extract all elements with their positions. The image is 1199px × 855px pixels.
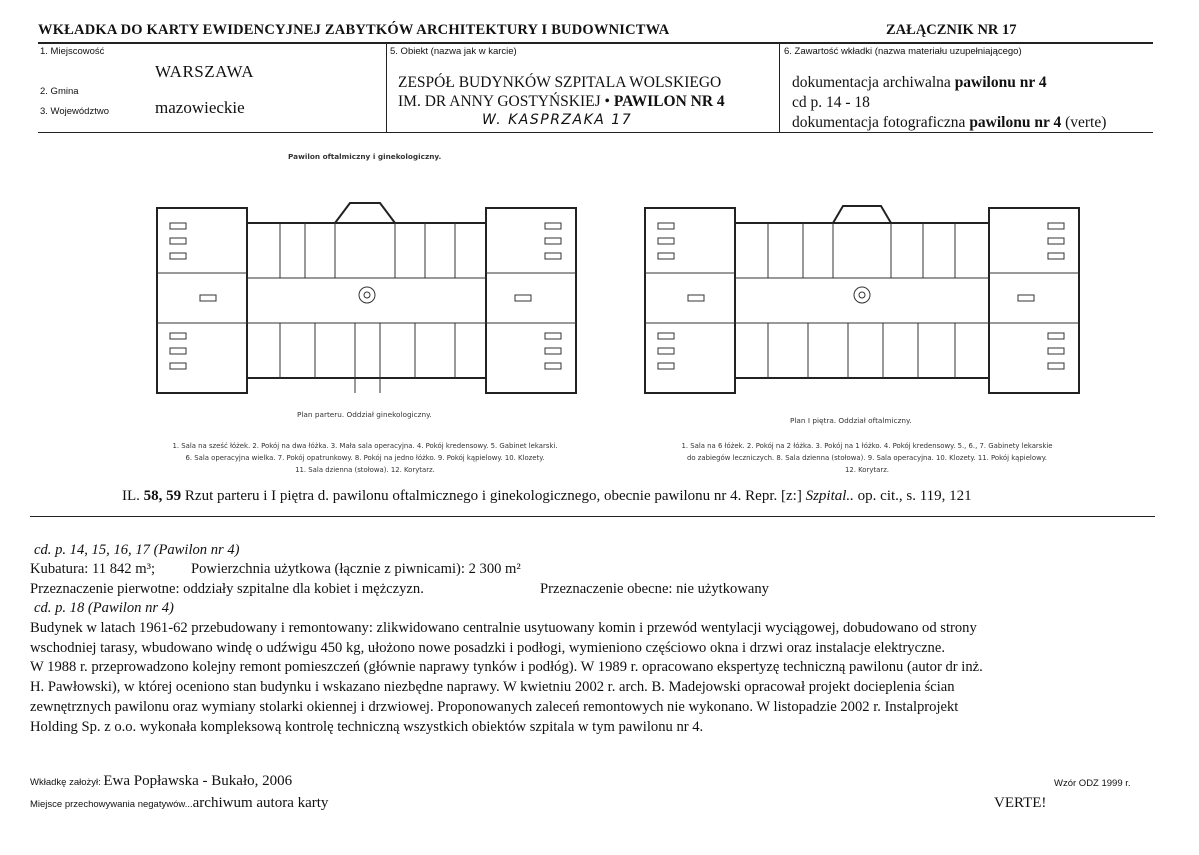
continuation-note-1: cd. p. 14, 15, 16, 17 (Pawilon nr 4) bbox=[34, 542, 240, 558]
first-floor-legend bbox=[622, 440, 1112, 476]
obiekt-name: IM. DR ANNY GOSTYŃSKIEJ • bbox=[398, 93, 614, 110]
wojewodztwo-label: 3. Województwo bbox=[40, 106, 109, 117]
caption-source-rest: op. cit., s. 119, 121 bbox=[853, 488, 972, 504]
zawartosc-bold: pawilonu nr 4 bbox=[969, 114, 1062, 131]
storage-label: Miejsce przechowywania negatywów... bbox=[30, 799, 193, 810]
body-line: zewnętrznych pawilonu oraz wymiany stolarki okiennej i drzwiowej. Proponowanych zaleceń remontowych nie wykonano. W listopadzie 2002 r. Instalprojekt bbox=[30, 698, 959, 715]
wojewodztwo-value: mazowieckie bbox=[155, 98, 245, 117]
form-title: WKŁADKA DO KARTY EWIDENCYJNEJ ZABYTKÓW ARCHITEKTURY I BUDOWNICTWA bbox=[38, 22, 670, 38]
przeznaczenie-pierwotne: Przeznaczenie pierwotne: oddziały szpitalne dla kobiet i mężczyzn. bbox=[30, 581, 424, 597]
author-value: Ewa Popławska - Bukało, 2006 bbox=[103, 773, 293, 789]
zawartosc-text: dokumentacja fotograficzna bbox=[792, 114, 970, 131]
plans-heading: Pawilon oftalmiczny i ginekologiczny. bbox=[288, 152, 442, 161]
zawartosc-text: dokumentacja archiwalna bbox=[792, 74, 955, 91]
caption-source: Szpital.. bbox=[805, 488, 854, 504]
pawilon-number: PAWILON NR 4 bbox=[613, 93, 725, 110]
miejscowosc-value: WARSZAWA bbox=[155, 62, 254, 81]
body-line: Holding Sp. z o.o. wykonała kompleksową kontrolę techniczną wszystkich obiektów szpitala w tym pawilonu nr 4. bbox=[30, 718, 704, 735]
caption-prefix: IL. bbox=[122, 488, 144, 504]
obiekt-line1: ZESPÓŁ BUDYNKÓW SZPITALA WOLSKIEGO bbox=[398, 74, 722, 91]
body-line: wschodniej tarasy, wbudowano windę o udźwigu 450 kg, ułożono nowe posadzki i podłogi, wymieniono częściowo okna i drzwi oraz instalacje elektryczne. bbox=[30, 639, 945, 656]
storage-line bbox=[30, 794, 328, 812]
author-label: Wkładkę założył: bbox=[30, 777, 104, 788]
illustration-caption bbox=[122, 488, 972, 505]
legend-line: 12. Korytarz. bbox=[844, 466, 889, 474]
field-divider bbox=[779, 44, 780, 132]
body-line: H. Pawłowski), w której oceniono stan budynku i wskazano niezbędne naprawy. W kwietniu 2002 r. arch. B. Madejowski opracował projekt docieplenia ścian bbox=[30, 679, 955, 696]
ground-floor-plan bbox=[155, 198, 578, 403]
author-line bbox=[30, 772, 292, 790]
field-divider bbox=[386, 44, 387, 132]
attachment-number: ZAŁĄCZNIK NR 17 bbox=[886, 22, 1017, 38]
przeznaczenie-obecne: Przeznaczenie obecne: nie użytkowany bbox=[540, 581, 769, 597]
verte-note: VERTE! bbox=[994, 795, 1047, 811]
body-paragraph bbox=[30, 619, 983, 737]
form-template: Wzór ODZ 1999 r. bbox=[1054, 778, 1131, 789]
legend-line: do zabiegów leczniczych. 8. Sala dzienna (stołowa). 9. Sala operacyjna. 10. Klozety. 11. Pokój kąpielowy. bbox=[687, 454, 1047, 462]
handwritten-address: W. KASPRZAKA 17 bbox=[482, 112, 633, 128]
legend-line: 11. Sala dzienna (stołowa). 12. Korytarz. bbox=[295, 466, 435, 474]
continuation-note-2: cd. p. 18 (Pawilon nr 4) bbox=[34, 600, 174, 616]
obiekt-line2 bbox=[398, 93, 725, 111]
ground-floor-caption: Plan parteru. Oddział ginekologiczny. bbox=[297, 410, 432, 419]
ground-floor-plan-drawing bbox=[155, 198, 578, 403]
kubatura: Kubatura: 11 842 m³; bbox=[30, 561, 156, 577]
caption-text: Rzut parteru i I piętra d. pawilonu oftalmicznego i ginekologicznego, obecnie pawilonu nr 4. Repr. [z:] bbox=[181, 488, 806, 504]
first-floor-plan bbox=[643, 198, 1081, 403]
legend-line: 1. Sala na 6 łóżek. 2. Pokój na 2 łóżka. 3. Pokój na 1 łóżko. 4. Pokój kredensowy. 5., 6., 7. Gabinety lekarskie bbox=[681, 442, 1053, 450]
header-bottom-rule bbox=[38, 132, 1153, 133]
miejscowosc-label: 1. Miejscowość bbox=[40, 46, 105, 57]
powierzchnia: Powierzchnia użytkowa (łącznie z piwnicami): 2 300 m² bbox=[191, 561, 521, 577]
storage-value: archiwum autora karty bbox=[192, 795, 329, 811]
zawartosc-line1 bbox=[792, 74, 1047, 92]
body-line: Budynek w latach 1961-62 przebudowany i remontowany: zlikwidowano centralnie usytuowany komin i przewód wentylacji wyciągowej, dobudowano od strony bbox=[30, 620, 977, 636]
first-floor-caption: Plan I piętra. Oddział oftalmiczny. bbox=[790, 416, 912, 425]
header-rule bbox=[38, 42, 1153, 44]
obiekt-label: 5. Obiekt (nazwa jak w karcie) bbox=[390, 46, 517, 57]
zawartosc-text: (verte) bbox=[1061, 114, 1107, 131]
legend-line: 1. Sala na sześć łóżek. 2. Pokój na dwa łóżka. 3. Mała sala operacyjna. 4. Pokój kredensowy. 5. Gabinet lekarski. bbox=[172, 442, 558, 450]
body-line: W 1988 r. przeprowadzono kolejny remont pomieszczeń (głównie naprawy tynków i podłóg). W 1989 r. opracowano ekspertyzę techniczną pawilonu (autor dr inż. bbox=[30, 659, 983, 676]
legend-line: 6. Sala operacyjna wielka. 7. Pokój opatrunkowy. 8. Pokój na jedno łóżko. 9. Pokój kąpielowy. 10. Klozety. bbox=[185, 454, 545, 462]
zawartosc-line2: cd p. 14 - 18 bbox=[792, 94, 870, 111]
gmina-label: 2. Gmina bbox=[40, 86, 79, 97]
zawartosc-bold: pawilonu nr 4 bbox=[954, 74, 1047, 91]
zawartosc-label: 6. Zawartość wkładki (nazwa materiału uzupełniającego) bbox=[784, 46, 1022, 57]
ground-floor-legend bbox=[110, 440, 620, 476]
zawartosc-line3 bbox=[792, 114, 1106, 132]
caption-numbers: 58, 59 bbox=[143, 488, 182, 504]
caption-rule bbox=[30, 516, 1155, 517]
first-floor-plan-drawing bbox=[643, 198, 1081, 403]
